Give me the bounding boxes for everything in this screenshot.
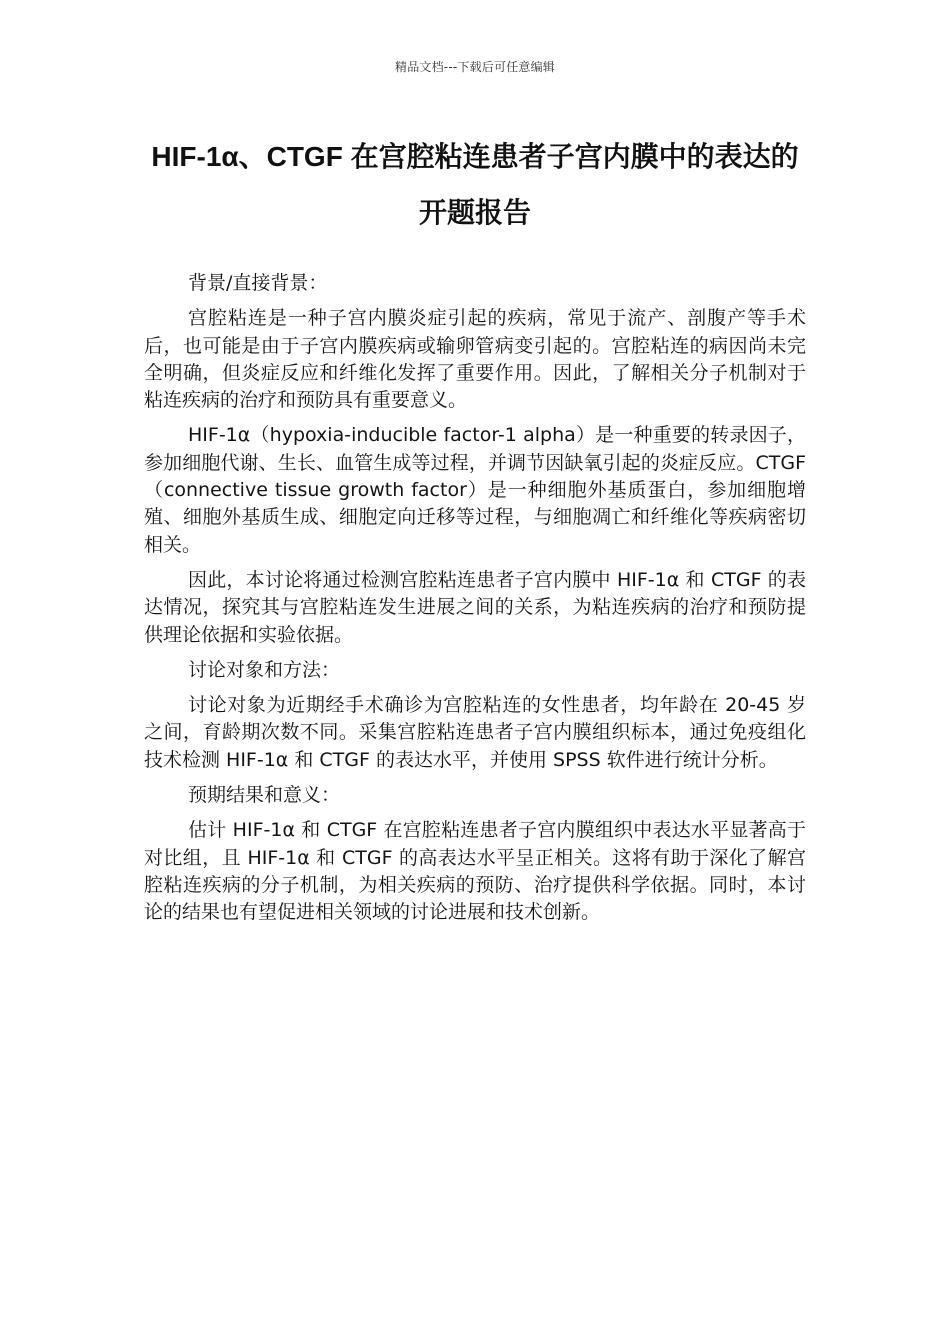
- paragraph-purpose: 因此，本讨论将通过检测宫腔粘连患者子宫内膜中 HIF-1α 和 CTGF 的表达情况，探究其与宫腔粘连发生进展之间的关系，为粘连疾病的治疗和预防提供理论依据和实验依据。: [144, 568, 806, 646]
- document-body: [144, 270, 806, 935]
- document-title-line-2: 开题报告: [418, 197, 531, 228]
- document-title-line-1: HIF-1α、CTGF 在宫腔粘连患者子宫内膜中的表达的: [151, 141, 799, 172]
- paragraph-methods: 讨论对象为近期经手术确诊为宫腔粘连的女性患者，均年龄在 20-45 岁之间，育龄期次数不同。采集宫腔粘连患者子宫内膜组织标本，通过免疫组化技术检测 HIF-1α 和 CTGF 的表达水平，并使用 SPSS 软件进行统计分析。: [144, 694, 806, 771]
- paragraph-expected-results: 估计 HIF-1α 和 CTGF 在宫腔粘连患者子宫内膜组织中表达水平显著高于对比组，且 HIF-1α 和 CTGF 的高表达水平呈正相关。这将有助于深化了解宫腔粘连疾病的分子机制，为相关疾病的预防、治疗提供科学依据。同时，本讨论的结果也有望促进相关领域的讨论进展和技术创新。: [144, 819, 806, 924]
- paragraph-hif-ctgf: HIF-1α（hypoxia-inducible factor-1 alpha）是一种重要的转录因子，参加细胞代谢、生长、血管生成等过程，并调节因缺氧引起的炎症反应。CTGF（connective tissue growth factor）是一种细胞外基质蛋白，参加细胞增殖、细胞外基质生成、细胞定向迁移等过程，与细胞凋亡和纤维化等疾病密切相关。: [144, 424, 806, 556]
- section-heading-background: 背景/直接背景：: [188, 272, 328, 294]
- paragraph-background: 宫腔粘连是一种子宫内膜炎症引起的疾病，常见于流产、剖腹产等手术后，也可能是由于子宫内膜疾病或输卵管病变引起的。宫腔粘连的病因尚未完全明确，但炎症反应和纤维化发挥了重要作用。因此，了解相关分子机制对于粘连疾病的治疗和预防具有重要意义。: [144, 307, 806, 412]
- page-header: 精品文档---下载后可任意编辑: [395, 60, 555, 74]
- section-heading-methods: 讨论对象和方法：: [188, 658, 341, 681]
- section-heading-expected-results: 预期结果和意义：: [188, 784, 341, 807]
